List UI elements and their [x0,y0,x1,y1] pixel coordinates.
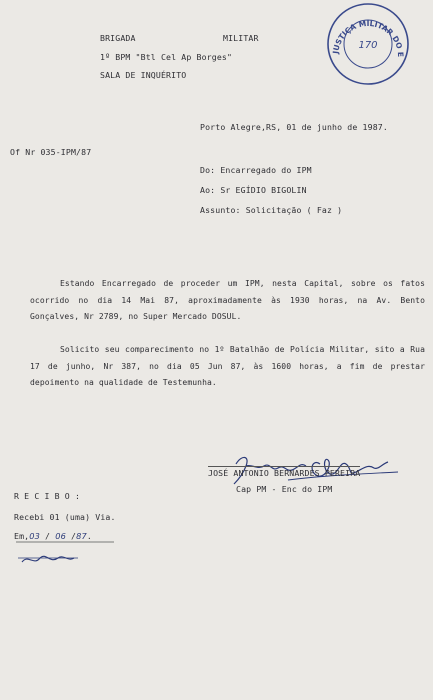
court-stamp [322,0,414,90]
receipt-date-prefix: Em, [14,531,30,541]
receipt-line: Recebi 01 (uma) Via. [14,512,116,522]
header-brigada: BRIGADA [100,33,136,43]
office-reference: Of Nr 035-IPM/87 [10,147,92,157]
receipt-heading: R E C I B O : [14,491,81,501]
header-room: SALA DE INQUÉRITO [100,70,187,80]
to-line: Ao: Sr EGÍDIO BIGOLIN [200,185,307,195]
stamp-text: JUSTIÇA MILITAR DO E [331,18,406,58]
receipt-date: Em,03 / 06 /87. [14,531,92,541]
body-paragraph-1: Estando Encarregado de proceder um IPM, nesta Capital, sobre os fatos ocorrido no dia 14 Mai 87, aproximadamente às 1930 horas, na Av. Bento Gonçalves, Nr 2789, no Super Mercado DOSUL. [30,279,425,321]
place-date: Porto Alegre,RS, 01 de junho de 1987. [200,122,388,132]
subject-line: Assunto: Solicitação ( Faz ) [200,205,343,215]
body-paragraph-2: Solicito seu comparecimento no 1º Batalhão de Polícia Militar, sito a Rua 17 de junho, Nr 387, no dia 05 Jun 87, às 1600 horas, a fim de prestar depoimento na qualidade de Testemunha. [30,345,425,387]
receipt-year: 87 [76,531,87,541]
receipt-initials [14,540,124,570]
signer-name: JOSÉ ANTONIO BERNARDES PEREIRA [208,468,361,478]
header-militar: MILITAR [223,33,259,43]
receipt-day: 03 [29,531,40,541]
stamp-number: 170 [358,40,378,51]
header-battalion: 1º BPM "Btl Cel Ap Borges" [100,52,233,62]
receipt-month: 06 [55,531,66,541]
signer-title: Cap PM - Enc do IPM [236,484,333,494]
from-line: Do: Encarregado do IPM [200,165,312,175]
